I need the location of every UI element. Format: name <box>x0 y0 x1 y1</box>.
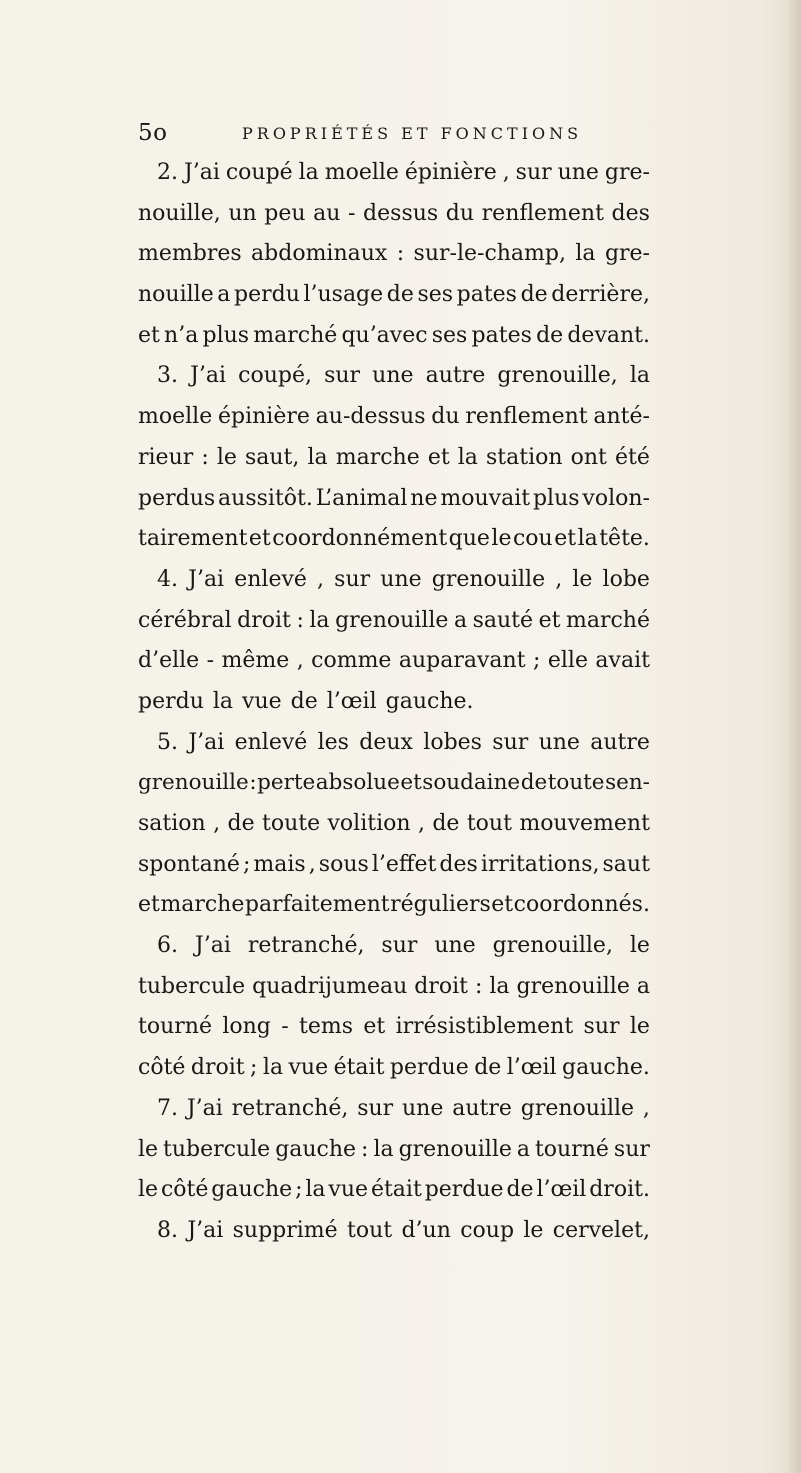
text-line: membres abdominaux : sur-le-champ, la gre- <box>138 241 650 267</box>
text-line: 3. J’ai coupé, sur une autre grenouille, la <box>157 363 650 389</box>
text-line: tubercule quadrijumeau droit : la grenouille a <box>138 973 650 999</box>
running-title: PROPRIÉTÉS ET FONCTIONS <box>242 124 583 143</box>
text-line: cérébral droit : la grenouille a sauté et marché <box>138 607 650 633</box>
text-line: 4. J’ai enlevé , sur une grenouille , le lobe <box>157 566 650 592</box>
text-line: perdus aussitôt. L’animal ne mouvait plus volon- <box>138 485 650 511</box>
text-line: moelle épinière au-dessus du renflement anté- <box>138 404 650 430</box>
text-line: 7. J’ai retranché, sur une autre grenouille , <box>157 1095 650 1121</box>
text-line: spontané ; mais , sous l’effet des irritations, saut <box>138 851 650 877</box>
text-line: et marche parfaitement réguliers et coordonnés. <box>138 892 650 918</box>
text-line: tairement et coordonnément que le cou et la tête. <box>138 526 650 552</box>
text-line: 5. J’ai enlevé les deux lobes sur une autre <box>157 729 650 755</box>
text-line: perdu la vue de l’œil gauche. <box>138 688 474 714</box>
text-line: 2. J’ai coupé la moelle épinière , sur une gre- <box>157 160 650 185</box>
text-line: 8. J’ai supprimé tout d’un coup le cervelet, <box>157 1217 650 1243</box>
text-line: sation , de toute volition , de tout mouvement <box>138 811 650 836</box>
text-line: le côté gauche ; la vue était perdue de l’œil droit. <box>138 1177 650 1203</box>
text-line: nouille a perdu l’usage de ses pates de derrière, <box>138 282 650 308</box>
body-text <box>138 153 650 1252</box>
page-edge-shadow <box>787 0 801 1473</box>
text-line: grenouille : perte absolue et soudaine de toute sen- <box>138 770 650 796</box>
text-line: 6. J’ai retranché, sur une grenouille, le <box>157 933 650 959</box>
page-header <box>138 120 658 150</box>
page-number: 5o <box>138 120 168 146</box>
text-line: tourné long - tems et irrésistiblement sur le <box>138 1014 650 1040</box>
text-line: et n’a plus marché qu’avec ses pates de devant. <box>138 322 650 348</box>
text-line: rieur : le saut, la marche et la station ont été <box>138 444 650 470</box>
text-line: d’elle - même , comme auparavant ; elle avait <box>138 648 650 674</box>
text-line: nouille, un peu au - dessus du renflement des <box>138 200 650 226</box>
text-line: côté droit ; la vue était perdue de l’œil gauche. <box>138 1055 650 1081</box>
text-line: le tubercule gauche : la grenouille a tourné sur <box>138 1136 650 1162</box>
